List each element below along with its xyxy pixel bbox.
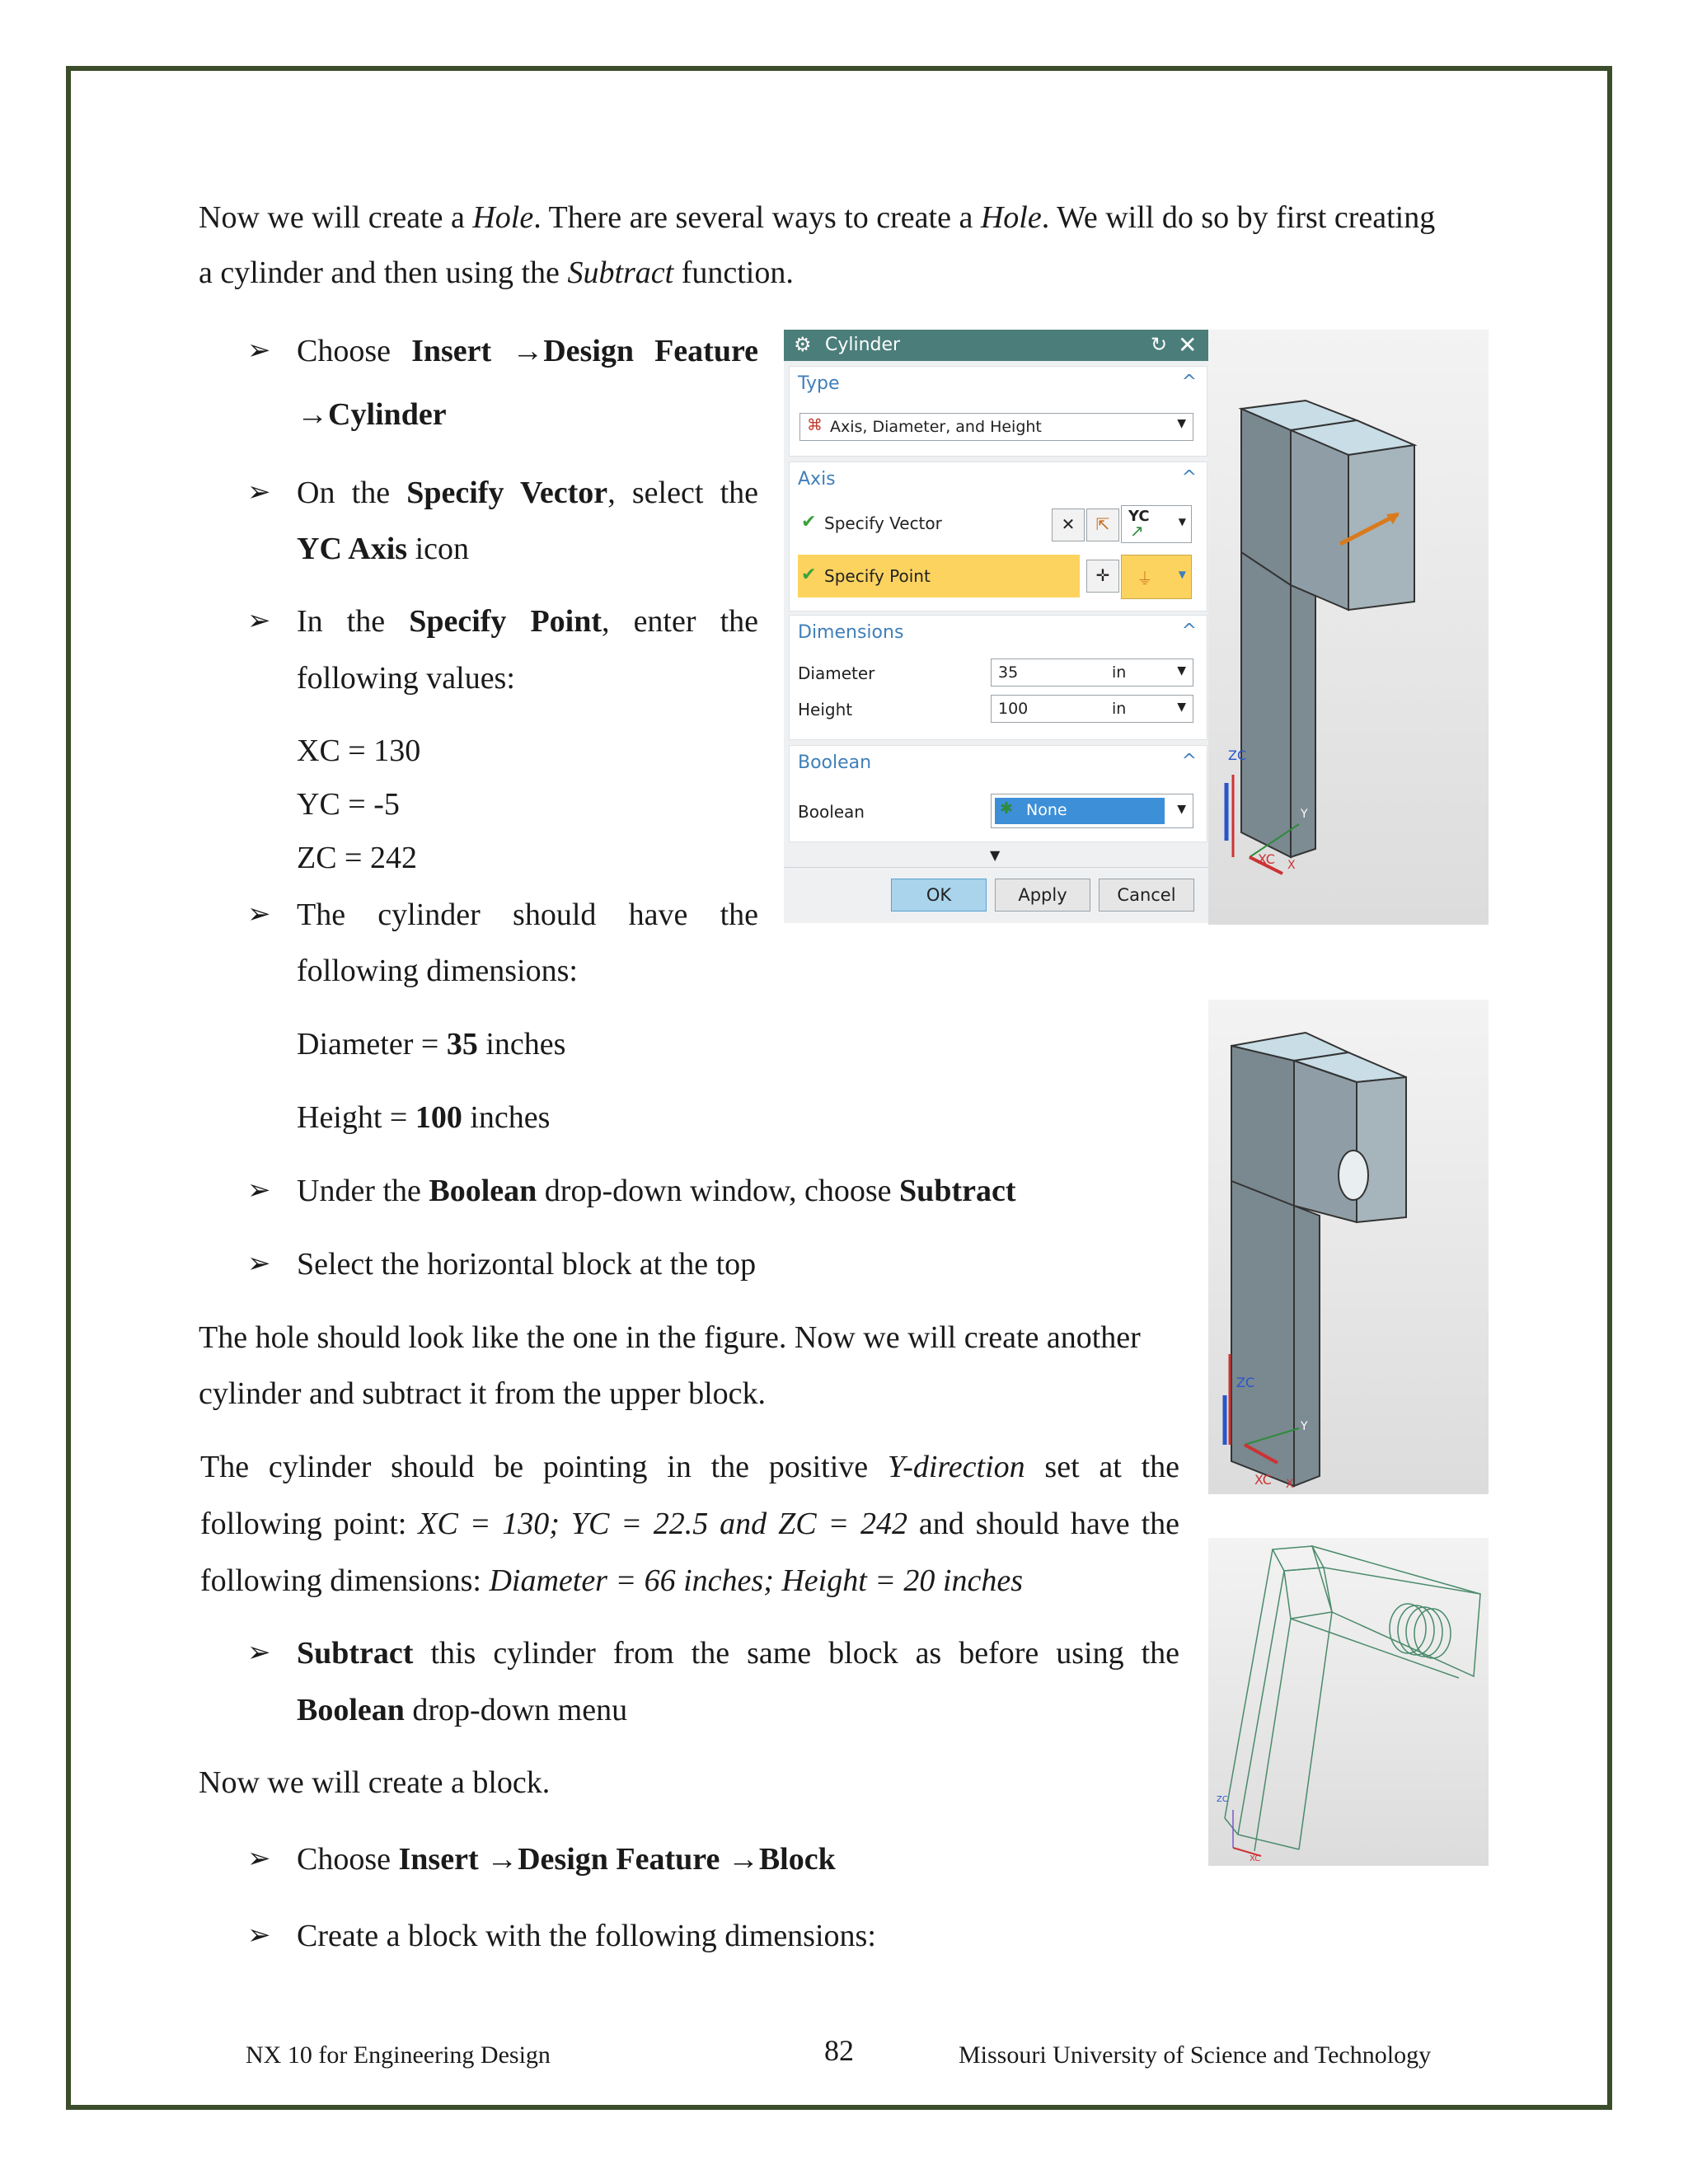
para-2-line-1: The hole should look like the one in the figure. Now we will create another [199,1320,1141,1355]
bullet-8: Choose Insert →Design Feature →Block [297,1842,836,1877]
bullet-icon: ➢ [247,335,271,366]
block-end-face [1348,445,1414,610]
para-3-line-2: following point: XC = 130; YC = 22.5 and ZC = 242 and should have the [200,1507,1180,1541]
block-side-face [1241,409,1291,857]
y-axis-label: Y [1301,1420,1308,1433]
bullet-3-line-1: In the Specify Point, enter the [297,604,758,639]
apply-button[interactable]: Apply [995,879,1090,912]
para-2-line-2: cylinder and subtract it from the upper block. [199,1376,767,1411]
specify-vector-label[interactable]: Specify Vector [824,513,942,533]
type-header[interactable]: Type [798,373,840,394]
gear-icon: ⚙ [794,333,812,356]
collapse-icon[interactable]: ^ [1181,751,1197,771]
specify-point-label: Specify Point [824,566,931,586]
bullet-6: Select the horizontal block at the top [297,1247,757,1282]
vector-dialog-button[interactable]: ✕ [1052,509,1085,541]
value-zc: ZC = 242 [297,841,417,875]
bullet-5: Under the Boolean drop-down window, choose Subtract [297,1174,1016,1208]
chevron-down-icon[interactable]: ▼ [1177,701,1186,714]
chevron-down-icon: ▼ [1177,417,1186,430]
para-4: Now we will create a block. [199,1765,551,1800]
bullet-1-line-1: Choose Insert →Design Feature [297,334,758,368]
dimension-height: Height = 100 inches [297,1100,551,1135]
dialog-title-bar [784,330,1212,361]
dimension-diameter: Diameter = 35 inches [297,1027,566,1062]
collapse-icon[interactable]: ^ [1181,372,1197,392]
intro-line-2: a cylinder and then using the Subtract function. [199,255,794,290]
boolean-none-icon: ✱ [1000,799,1013,818]
dimensions-section [789,615,1207,740]
chevron-down-icon: ▼ [1177,803,1186,816]
dimensions-header[interactable]: Dimensions [798,622,904,643]
bullet-2-line-2: YC Axis icon [297,532,470,566]
bullet-icon: ➢ [247,1638,271,1668]
bullet-icon: ➢ [247,899,271,930]
axis-header[interactable]: Axis [798,469,836,490]
bullet-icon: ➢ [247,477,271,508]
chevron-down-icon[interactable]: ▼ [1177,664,1186,677]
intro-line-1: Now we will create a Hole. There are several ways to create a Hole. We will do so by first creating [199,200,1436,235]
block-front-face [1291,430,1348,610]
zc-axis-label: ZC [1236,1375,1255,1390]
chevron-down-icon: ▼ [1178,569,1186,580]
footer-left: NX 10 for Engineering Design [246,2041,551,2069]
boolean-label: Boolean [798,802,865,822]
page-number: 82 [824,2034,854,2067]
bullet-icon: ➢ [247,1249,271,1279]
cylinder-dialog [784,330,1212,923]
figure-cylinder-preview [1208,330,1489,925]
dialog-title: Cylinder [825,335,901,355]
bullet-icon: ➢ [247,1844,271,1874]
cancel-button[interactable]: Cancel [1099,879,1194,912]
axis-section [789,462,1207,612]
cylinder-type-icon: ⌘ [807,416,823,434]
height-input[interactable]: 100 in ▼ [991,695,1193,723]
check-icon: ✔ [801,512,817,532]
specify-point-row[interactable] [798,555,1080,598]
boolean-dropdown[interactable]: ✱ None ▼ [991,794,1193,828]
figure-wireframe [1208,1538,1489,1866]
check-icon: ✔ [801,565,817,585]
bullet-icon: ➢ [247,606,271,636]
zc-axis-label: ZC [1217,1795,1228,1804]
point-dialog-button[interactable]: ✛ [1086,560,1119,593]
boolean-header[interactable]: Boolean [798,752,872,773]
diameter-label: Diameter [798,663,875,683]
xc-axis-label: XC [1254,1472,1272,1488]
figure-hole-result [1208,1000,1489,1494]
value-yc: YC = -5 [297,787,400,822]
inferred-vector-button[interactable]: ⇱ [1086,509,1119,541]
collapse-icon[interactable]: ^ [1181,621,1197,641]
type-dropdown[interactable]: ⌘ Axis, Diameter, and Height ▼ [799,413,1193,441]
para-3-line-1: The cylinder should be pointing in the positive Y-direction set at the [200,1450,1180,1484]
bullet-icon: ➢ [247,1175,271,1206]
bullet-icon: ➢ [247,1920,271,1951]
unit-label: in [1112,700,1127,718]
close-icon[interactable]: ✕ [1178,331,1198,359]
inferred-point-button[interactable] [1121,555,1192,599]
bullet-4-line-2: following dimensions: [297,954,578,988]
collapse-icon[interactable]: ^ [1181,467,1197,488]
diameter-input[interactable]: 35 in ▼ [991,658,1193,687]
xc-axis-label: XC [1250,1854,1261,1863]
model-svg [1208,330,1489,925]
unit-label: in [1112,663,1127,682]
bullet-7-line-2: Boolean drop-down menu [297,1693,628,1727]
height-label: Height [798,700,853,719]
model-svg [1208,1000,1489,1494]
para-3-line-3: following dimensions: Diameter = 66 inches; Height = 20 inches [200,1563,1023,1598]
ok-button[interactable]: OK [891,879,987,912]
reset-icon[interactable]: ↻ [1151,333,1168,356]
type-section [789,366,1207,457]
wireframe-svg [1208,1538,1489,1866]
value-xc: XC = 130 [297,733,421,768]
expand-more-icon[interactable]: ▼ [990,847,1001,863]
bullet-4-line-1: The cylinder should have the [297,898,758,932]
x-axis-label: X [1287,859,1296,872]
yc-arrow-icon: ↗ [1130,521,1144,541]
zc-axis-label: ZC [1228,748,1247,763]
chevron-down-icon: ▼ [1178,516,1186,527]
footer-right: Missouri University of Science and Technology [959,2041,1432,2069]
yc-axis-button[interactable]: YC ↗ ▼ [1121,505,1192,543]
bullet-9: Create a block with the following dimensions: [297,1919,876,1953]
boolean-section [789,745,1207,842]
bullet-7-line-1: Subtract this cylinder from the same block as before using the [297,1636,1179,1671]
bullet-1-line-2: →Cylinder [297,397,447,432]
bullet-2-line-1: On the Specify Vector, select the [297,476,758,510]
hole [1339,1151,1368,1200]
y-axis-label: Y [1301,808,1308,821]
bullet-3-line-2: following values: [297,661,515,696]
x-axis-label: X [1286,1478,1294,1491]
point-icon: ⏚ [1137,569,1153,588]
xc-axis-label: XC [1258,851,1275,867]
